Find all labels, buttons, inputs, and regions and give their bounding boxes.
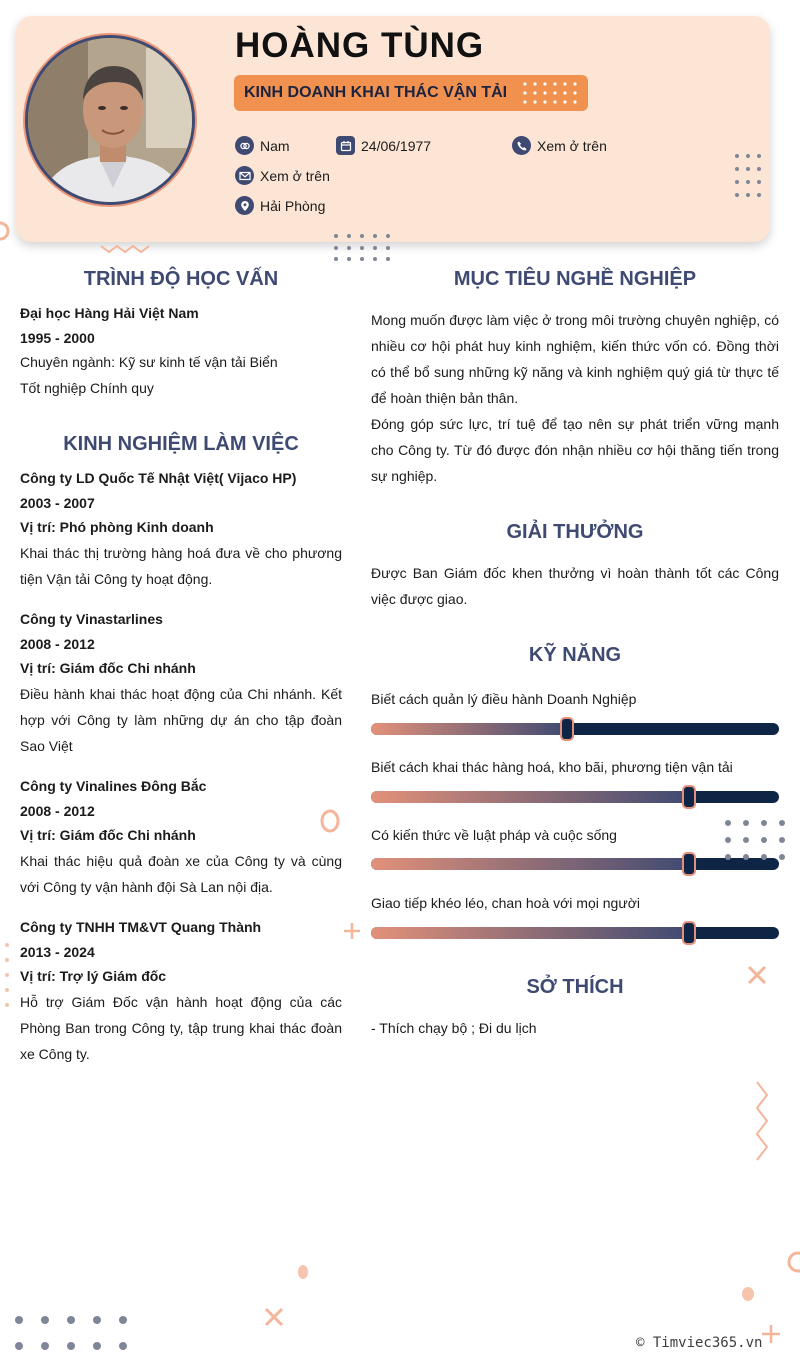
position-banner: [234, 75, 588, 111]
objective-title: MỤC TIÊU NGHỀ NGHIỆP: [453, 268, 697, 290]
experience-title: KINH NGHIỆM LÀM VIỆC: [63, 433, 299, 455]
experience-period: 2008 - 2012: [20, 803, 95, 819]
experience-description: Điều hành khai thác hoạt động của Chi nhánh. Kết hợp với Công ty làm những dự án cho tập đoàn Sao Việt: [20, 686, 342, 754]
experience-company: Công ty Vinalines Đông Bắc: [20, 778, 207, 794]
skill-bar-fill: [371, 858, 689, 870]
experience-company: Công ty Vinastarlines: [20, 611, 163, 627]
experience-role: Vị trí: Trợ lý Giám đốc: [20, 968, 167, 984]
candidate-name: HOÀNG TÙNG: [235, 26, 485, 65]
skill-bar: [371, 927, 779, 939]
dots-decoration: [332, 231, 394, 263]
skill-bar: [371, 858, 779, 870]
footer-watermark: © Timviec365.vn: [636, 1335, 763, 1351]
education-school: Đại học Hàng Hải Việt Nam: [20, 305, 199, 321]
experience-role: Vị trí: Giám đốc Chi nhánh: [20, 827, 196, 843]
address-row: [235, 196, 325, 215]
calendar-icon: [336, 136, 355, 155]
skill-label: Giao tiếp khéo léo, chan hoà với mọi người: [371, 895, 640, 911]
ring-decoration: [0, 220, 12, 244]
education-period: 1995 - 2000: [20, 330, 95, 346]
skill-label: Biết cách khai thác hàng hoá, kho bãi, phương tiện vận tải: [371, 759, 733, 775]
email-icon: [235, 166, 254, 185]
birthday-row: [336, 136, 431, 155]
oval-decoration: [740, 1285, 756, 1303]
education-major: Chuyên ngành: Kỹ sư kinh tế vận tải Biển: [20, 354, 278, 370]
dots-decoration: [0, 940, 14, 1030]
plus-decoration: [341, 920, 363, 942]
ring-decoration: [318, 808, 344, 836]
cross-decoration: [262, 1305, 286, 1329]
experience-company: Công ty LD Quốc Tế Nhật Việt( Vijaco HP): [20, 470, 297, 486]
gender-icon: [235, 136, 254, 155]
experience-description: Hỗ trợ Giám Đốc vận hành hoạt động của các Phòng Ban trong Công ty, tập trung khai thác đoàn xe Công ty.: [20, 994, 342, 1062]
skill-label: Biết cách quản lý điều hành Doanh Nghiệp: [371, 691, 637, 707]
zigzag-decoration: [752, 1080, 772, 1164]
dots-decoration: [8, 1310, 138, 1354]
phone-value: Xem ở trên: [537, 137, 607, 154]
skill-bar-fill: [371, 927, 689, 939]
objective-paragraph: Đóng góp sức lực, trí tuệ để tạo nên sự phát triển vững mạnh cho Công ty. Từ đó được đón nhận nhiều cơ hội thăng tiến trong sự nghiệp.: [371, 416, 779, 484]
skill-bar-fill: [371, 723, 567, 735]
dots-decoration: [733, 152, 765, 210]
skill-bar-knob: [682, 852, 696, 876]
location-icon: [235, 196, 254, 215]
experience-role: Vị trí: Phó phòng Kinh doanh: [20, 519, 214, 535]
awards-text: Được Ban Giám đốc khen thưởng vì hoàn thành tốt các Công việc được giao.: [371, 565, 779, 607]
experience-company: Công ty TNHH TM&VT Quang Thành: [20, 919, 262, 935]
education-grade: Tốt nghiệp Chính quy: [20, 380, 154, 396]
awards-title: GIẢI THƯỞNG: [506, 521, 644, 543]
portrait-image: [28, 38, 195, 205]
avatar: [25, 35, 195, 205]
skill-bar-fill: [371, 791, 689, 803]
skill-bar: [371, 791, 779, 803]
experience-description: Khai thác hiệu quả đoàn xe của Công ty và cùng với Công ty vận hành đội Sà Lan nội địa.: [20, 853, 342, 895]
skill-label: Có kiến thức về luật pháp và cuộc sống: [371, 827, 617, 843]
birthday-value: 24/06/1977: [361, 137, 432, 154]
email-value: Xem ở trên: [260, 167, 330, 184]
objective-paragraph: Mong muốn được làm việc ở trong môi trường chuyên nghiệp, có nhiều cơ hội phát huy kinh nghiệm, kiến thức vốn có. Đồng thời có thể bổ sung những kỹ năng và kinh nghiệm quý giá từ thực tế để hoàn thiện bản thân.: [371, 312, 779, 406]
gender-row: [235, 136, 290, 155]
dots-decoration: [721, 815, 791, 865]
phone-icon: [512, 136, 531, 155]
plus-decoration: [759, 1322, 783, 1346]
skill-bar-knob: [682, 921, 696, 945]
hobbies-title: SỞ THÍCH: [526, 976, 624, 998]
zigzag-decoration: [100, 243, 154, 255]
education-title: TRÌNH ĐỘ HỌC VẤN: [83, 268, 279, 290]
hobbies-text: - Thích chạy bộ ; Đi du lịch: [371, 1020, 537, 1036]
experience-period: 2008 - 2012: [20, 636, 95, 652]
skill-bar-knob: [682, 785, 696, 809]
ring-decoration: [780, 1248, 800, 1276]
experience-period: 2003 - 2007: [20, 495, 95, 511]
oval-decoration: [296, 1264, 310, 1280]
position-title: KINH DOANH KHAI THÁC VẬN TẢI: [244, 84, 508, 101]
skill-bar: [371, 723, 779, 735]
phone-row: [512, 136, 607, 155]
address-value: Hải Phòng: [260, 197, 326, 214]
skills-title: KỸ NĂNG: [528, 644, 622, 666]
experience-role: Vị trí: Giám đốc Chi nhánh: [20, 660, 196, 676]
gender-value: Nam: [260, 137, 290, 154]
cross-decoration: [745, 963, 769, 987]
experience-period: 2013 - 2024: [20, 944, 95, 960]
email-row: [235, 166, 330, 185]
skill-bar-knob: [560, 717, 574, 741]
experience-description: Khai thác thị trường hàng hoá đưa về cho phương tiện Vận tải Công ty hoạt động.: [20, 545, 342, 587]
dots-decoration: [522, 81, 578, 105]
